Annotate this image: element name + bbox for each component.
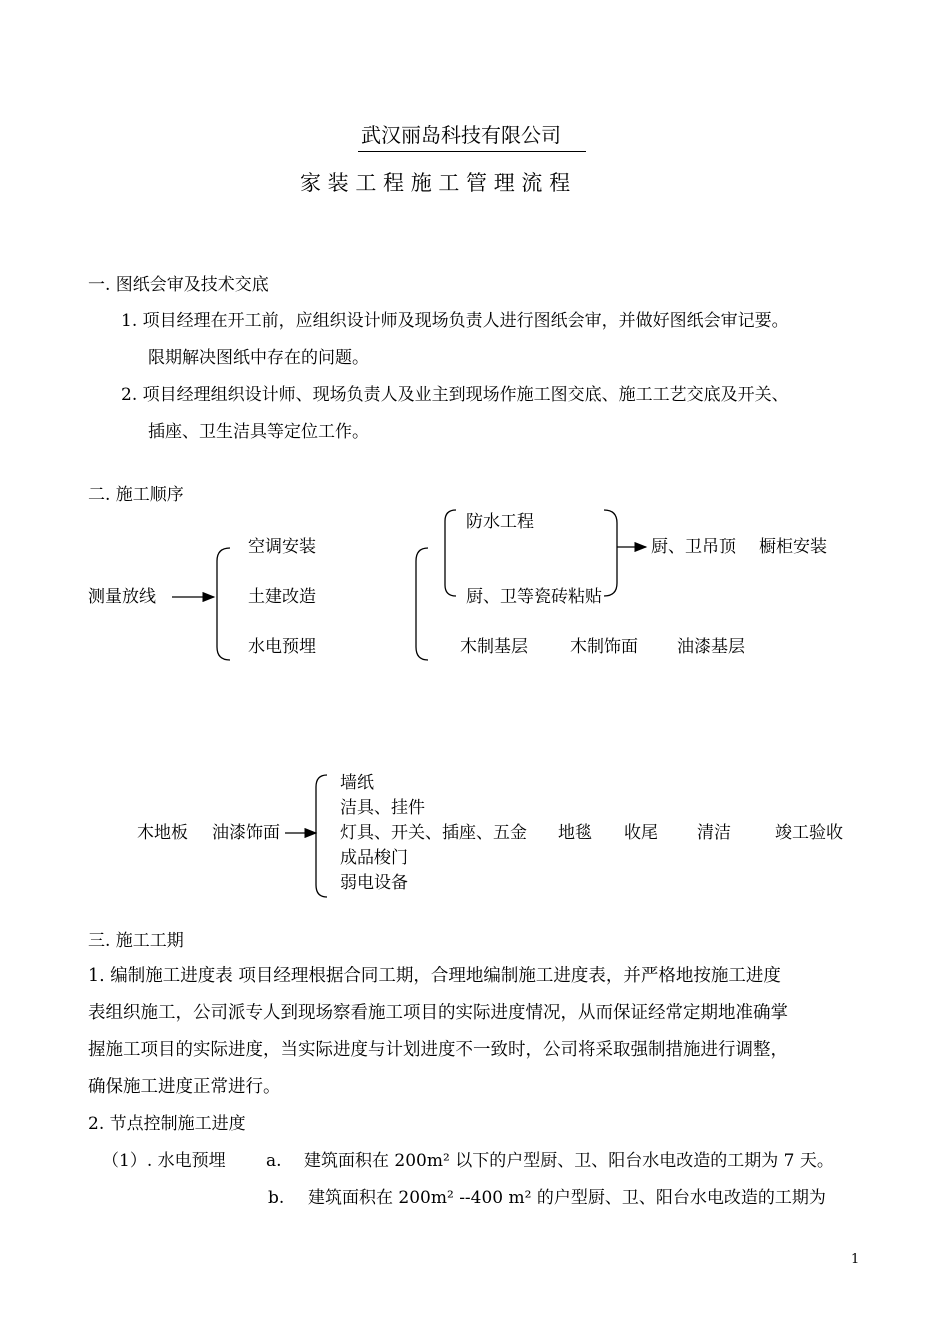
flow2-acceptance: 竣工验收 bbox=[775, 823, 843, 843]
section3-a-text: 建筑面积在 200m² 以下的户型厨、卫、阳台水电改造的工期为 7 天。 bbox=[304, 1151, 834, 1171]
section3-heading: 三. 施工工期 bbox=[88, 931, 184, 951]
flow1-wood-base: 木制基层 bbox=[460, 637, 528, 657]
flow1-branch-aircon: 空调安装 bbox=[248, 537, 316, 557]
flow2-low-voltage: 弱电设备 bbox=[340, 873, 408, 893]
flow2-lights: 灯具、开关、插座、五金 bbox=[340, 823, 527, 843]
flow1-start: 测量放线 bbox=[88, 587, 156, 607]
section3-p2-heading: 2. 节点控制施工进度 bbox=[88, 1114, 246, 1134]
section1-heading: 一. 图纸会审及技术交底 bbox=[88, 275, 269, 295]
flow1-waterproof: 防水工程 bbox=[466, 512, 534, 532]
section2-heading: 二. 施工顺序 bbox=[88, 485, 184, 505]
page-number: 1 bbox=[851, 1252, 860, 1267]
section1-item2-line1: 2. 项目经理组织设计师、现场负责人及业主到现场作施工图交底、施工工艺交底及开关、 bbox=[121, 385, 789, 405]
flow2-carpet: 地毯 bbox=[558, 823, 592, 843]
flow2-floor: 木地板 bbox=[137, 823, 188, 843]
section3-p1-line1: 1. 编制施工进度表 项目经理根据合同工期，合理地编制施工进度表，并严格地按施工进度 bbox=[88, 966, 781, 986]
section3-b-text: 建筑面积在 200m² --400 m² 的户型厨、卫、阳台水电改造的工期为 bbox=[308, 1188, 826, 1208]
company-name: 武汉丽岛科技有限公司 bbox=[361, 123, 561, 147]
section1-item1-line1: 1. 项目经理在开工前，应组织设计师及现场负责人进行图纸会审，并做好图纸会审记要。 bbox=[121, 311, 789, 331]
flow1-branch-civil: 土建改造 bbox=[248, 587, 316, 607]
flow1-paint-base: 油漆基层 bbox=[677, 637, 745, 657]
flow1-wood-finish: 木制饰面 bbox=[570, 637, 638, 657]
flow1-brace-middle bbox=[416, 548, 428, 660]
flow1-brace-inner bbox=[445, 510, 456, 596]
section3-b-marker: b. bbox=[268, 1188, 285, 1208]
document-title: 家 装 工 程 施 工 管 理 流 程 bbox=[300, 171, 571, 195]
flow2-brace bbox=[316, 775, 327, 897]
section1-item2-line2: 插座、卫生洁具等定位工作。 bbox=[148, 422, 369, 442]
flow2-fixtures: 洁具、挂件 bbox=[340, 798, 425, 818]
section3-p1-line2: 表组织施工，公司派专人到现场察看施工项目的实际进度情况，从而保证经常定期地准确掌 bbox=[88, 1003, 788, 1023]
flow2-paint-finish: 油漆饰面 bbox=[212, 823, 280, 843]
flow1-ceiling: 厨、卫吊顶 bbox=[651, 537, 736, 557]
section3-p1-line4: 确保施工进度正常进行。 bbox=[88, 1077, 281, 1097]
section3-a-marker: a. bbox=[266, 1151, 282, 1171]
section1-item1-line2: 限期解决图纸中存在的问题。 bbox=[148, 348, 369, 368]
flow1-tiling: 厨、卫等瓷砖粘贴 bbox=[466, 587, 602, 607]
flow1-brace-right bbox=[604, 510, 617, 596]
flow2-finishing: 收尾 bbox=[624, 823, 658, 843]
flow1-brace-left bbox=[217, 548, 230, 660]
section3-p1-line3: 握施工项目的实际进度，当实际进度与计划进度不一致时，公司将采取强制措施进行调整， bbox=[88, 1040, 788, 1060]
flow2-cleaning: 清洁 bbox=[697, 823, 731, 843]
flow1-branch-plumbing: 水电预埋 bbox=[248, 637, 316, 657]
flow2-doors: 成品梭门 bbox=[340, 848, 408, 868]
section3-item-label: （1）. 水电预埋 bbox=[102, 1151, 226, 1171]
flow1-cabinet: 橱柜安装 bbox=[759, 537, 827, 557]
flow2-wallpaper: 墙纸 bbox=[340, 773, 374, 793]
